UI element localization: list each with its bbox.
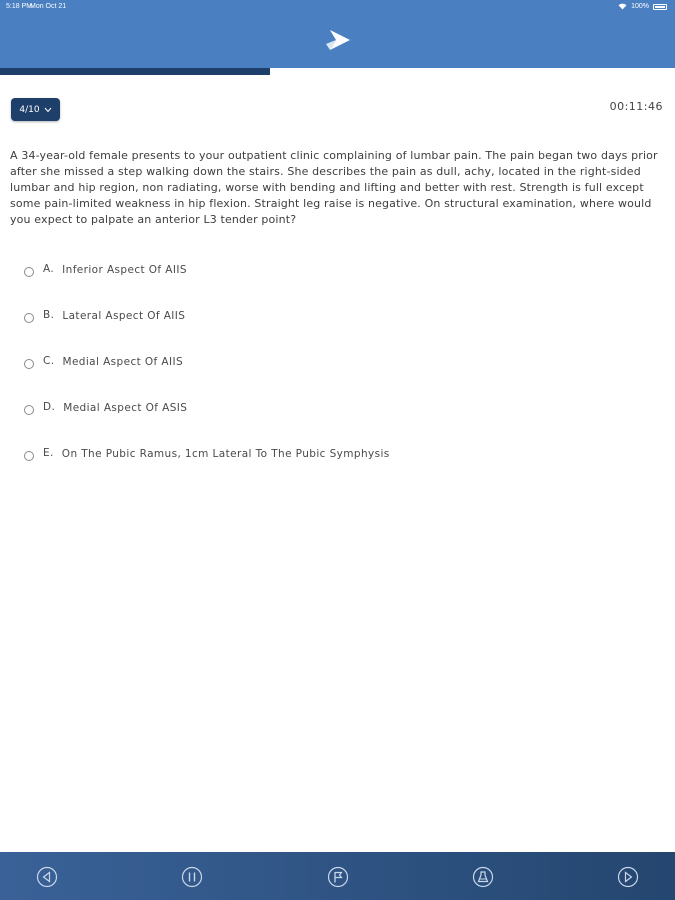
flag-icon	[327, 866, 349, 888]
radio-button[interactable]	[24, 405, 34, 415]
radio-button[interactable]	[24, 359, 34, 369]
battery-icon	[653, 4, 667, 10]
option-text: Medial Aspect Of AIIS	[62, 356, 184, 368]
answer-options	[24, 262, 644, 492]
answer-option-e[interactable]	[24, 446, 644, 492]
question-counter: 4/10	[19, 104, 40, 115]
status-date: Mon Oct 21	[30, 3, 67, 10]
pause-icon	[181, 866, 203, 888]
option-letter: A.	[43, 263, 55, 275]
radio-button[interactable]	[24, 451, 34, 461]
next-button[interactable]	[617, 866, 639, 888]
lab-values-icon	[472, 866, 494, 888]
progress-track	[0, 68, 675, 75]
option-letter: E.	[43, 447, 54, 459]
brand-logo-icon	[324, 28, 352, 52]
option-text: Medial Aspect Of ASIS	[63, 402, 188, 414]
option-text: On The Pubic Ramus, 1cm Lateral To The Pubic Symphysis	[61, 448, 390, 460]
status-bar	[0, 0, 675, 14]
answer-option-b[interactable]	[24, 308, 644, 354]
option-letter: D.	[43, 401, 56, 413]
question-nav-dropdown[interactable]	[11, 98, 60, 121]
option-letter: C.	[43, 355, 55, 367]
question-stem: A 34-year-old female presents to your outpatient clinic complaining of lumbar pain. The pain began two days prior after she missed a step walking down the stairs. She describes the pain as dull, achy, located in the right-sided lumbar and hip region, non radiating, worse with bending and lifting and better with rest. Strength is full except some pain-limited weakness in hip flexion. Straight leg raise is negative. On structural examination, where would you expect to palpate an anterior L3 tender point?	[10, 149, 658, 226]
status-right	[618, 3, 667, 10]
option-text: Lateral Aspect Of AIIS	[62, 310, 186, 322]
progress-fill	[0, 68, 270, 75]
answer-option-a[interactable]	[24, 262, 644, 308]
battery-percent: 100%	[631, 3, 649, 10]
bottom-toolbar	[0, 852, 675, 900]
option-letter: B.	[43, 309, 55, 321]
wifi-icon	[618, 3, 627, 10]
previous-button[interactable]	[36, 866, 58, 888]
chevron-down-icon	[44, 107, 52, 113]
next-icon	[617, 866, 639, 888]
flag-button[interactable]	[327, 866, 349, 888]
status-time: 5:18 PM	[6, 3, 33, 10]
radio-button[interactable]	[24, 313, 34, 323]
radio-button[interactable]	[24, 267, 34, 277]
pause-button[interactable]	[181, 866, 203, 888]
answer-option-c[interactable]	[24, 354, 644, 400]
elapsed-timer: 00:11:46	[609, 100, 663, 113]
option-text: Inferior Aspect Of AIIS	[62, 264, 187, 276]
previous-icon	[36, 866, 58, 888]
answer-option-d[interactable]	[24, 400, 644, 446]
app-header	[0, 0, 675, 68]
lab-values-button[interactable]	[472, 866, 494, 888]
